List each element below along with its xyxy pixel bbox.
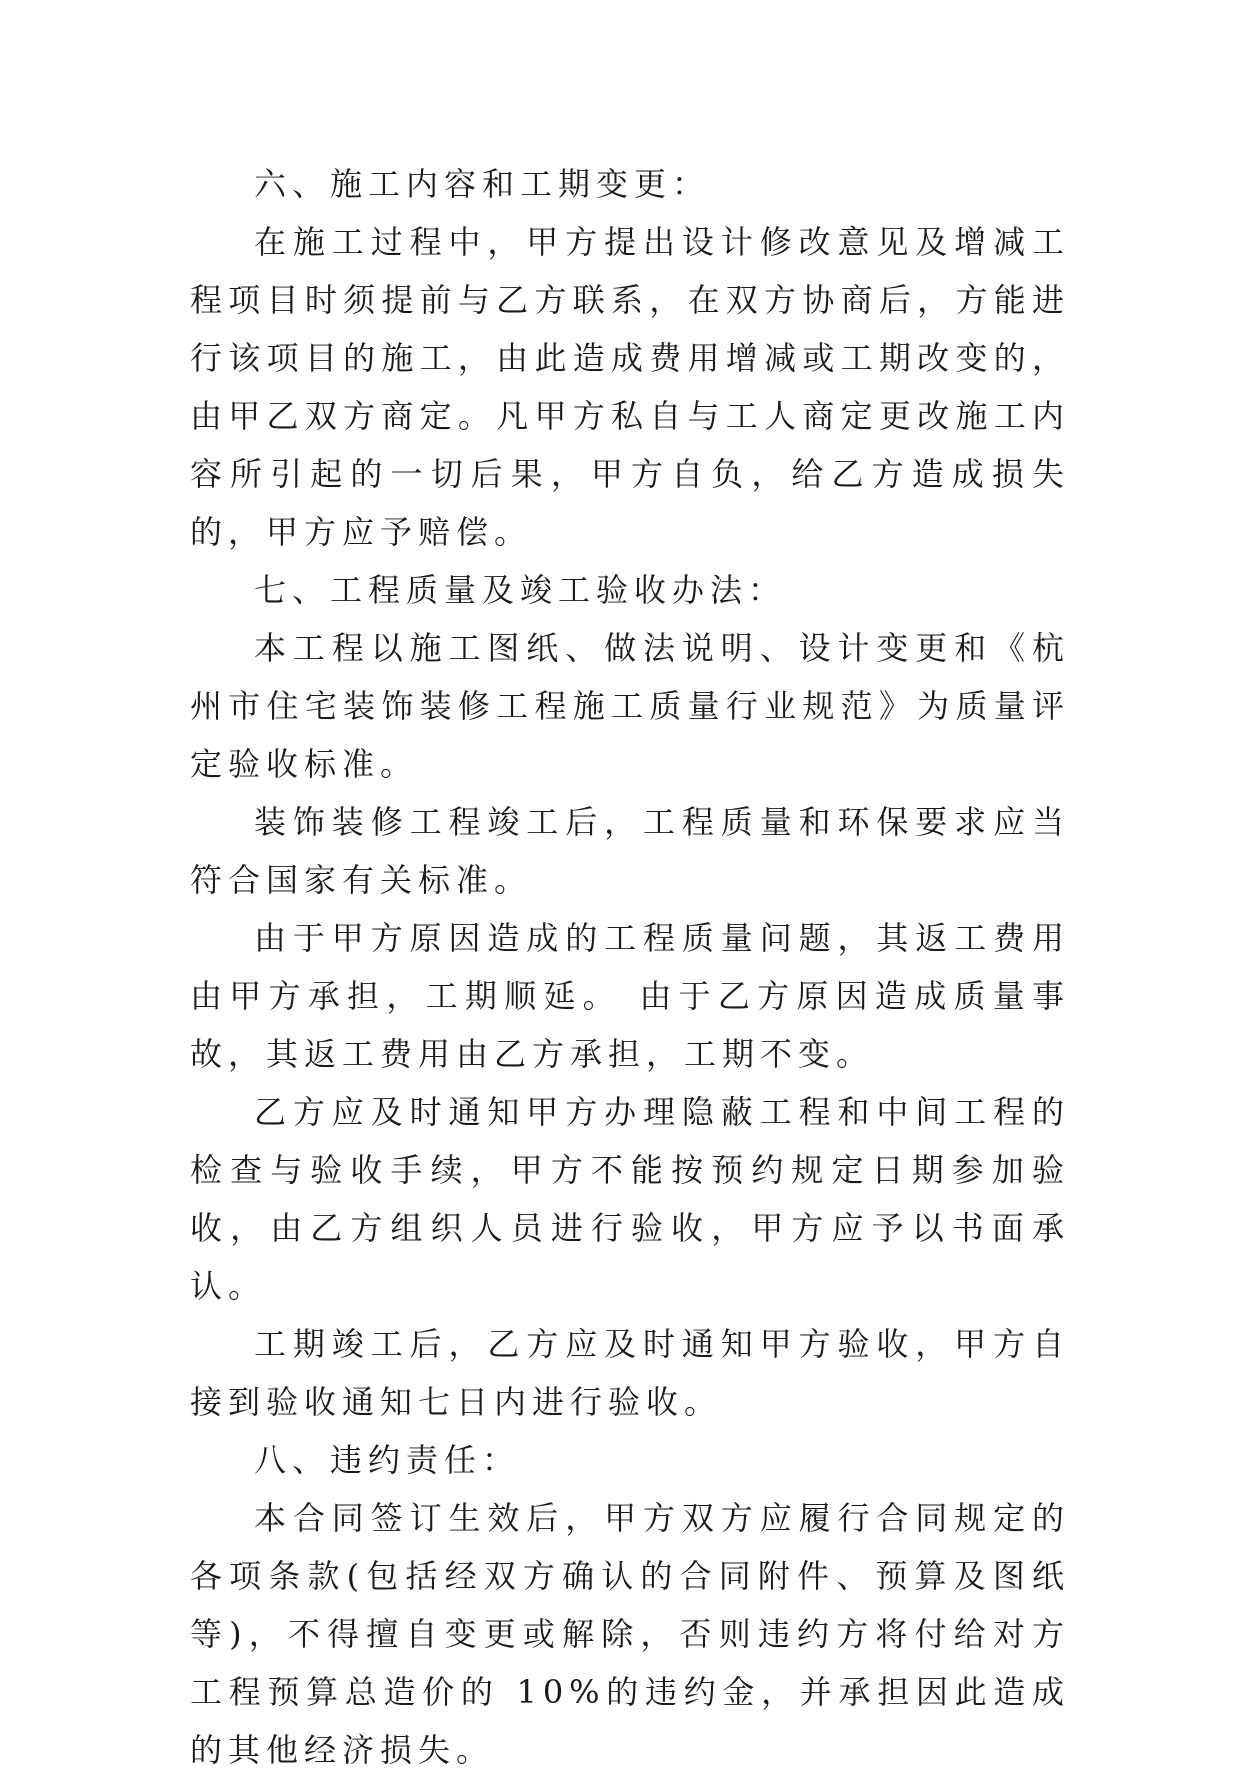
paragraph-quality-standard: 本工程以施工图纸、做法说明、设计变更和《杭州市住宅装饰装修工程施工质量行业规范》为质量评定验收标准。 <box>190 629 1070 783</box>
section-heading-construction-change: 六、施工内容和工期变更： <box>254 165 711 203</box>
section-heading-quality-acceptance: 七、工程质量及竣工验收办法： <box>254 571 787 609</box>
section-heading-breach-liability: 八、违约责任： <box>254 1441 521 1479</box>
paragraph-design-modification: 在施工过程中，甲方提出设计修改意见及增减工程项目时须提前与乙方联系，在双方协商后，方能进行该项目的施工，由此造成费用增减或工期改变的，由甲乙双方商定。凡甲方私自与工人商定更改施工内容所引起的一切后果，甲方自负，给乙方造成损失的，甲方应予赔偿。 <box>190 223 1070 551</box>
document-body <box>190 155 1070 1779</box>
paragraph-breach-penalty: 本合同签订生效后，甲方双方应履行合同规定的各项条款(包括经双方确认的合同附件、预算及图纸等)，不得擅自变更或解除，否则违约方将付给对方工程预算总造价的 10%的违约金，并承担因此造成的其他经济损失。 <box>190 1499 1070 1769</box>
paragraph-completion-acceptance: 工期竣工后，乙方应及时通知甲方验收，甲方自接到验收通知七日内进行验收。 <box>190 1325 1070 1421</box>
paragraph-environmental-standard: 装饰装修工程竣工后，工程质量和环保要求应当符合国家有关标准。 <box>190 803 1070 899</box>
paragraph-rework-responsibility: 由于甲方原因造成的工程质量问题，其返工费用由甲方承担，工期顺延。 由于乙方原因造成质量事故，其返工费用由乙方承担，工期不变。 <box>190 919 1070 1073</box>
paragraph-concealed-works-inspection: 乙方应及时通知甲方办理隐蔽工程和中间工程的检查与验收手续，甲方不能按预约规定日期参加验收，由乙方组织人员进行验收，甲方应予以书面承认。 <box>190 1093 1070 1305</box>
